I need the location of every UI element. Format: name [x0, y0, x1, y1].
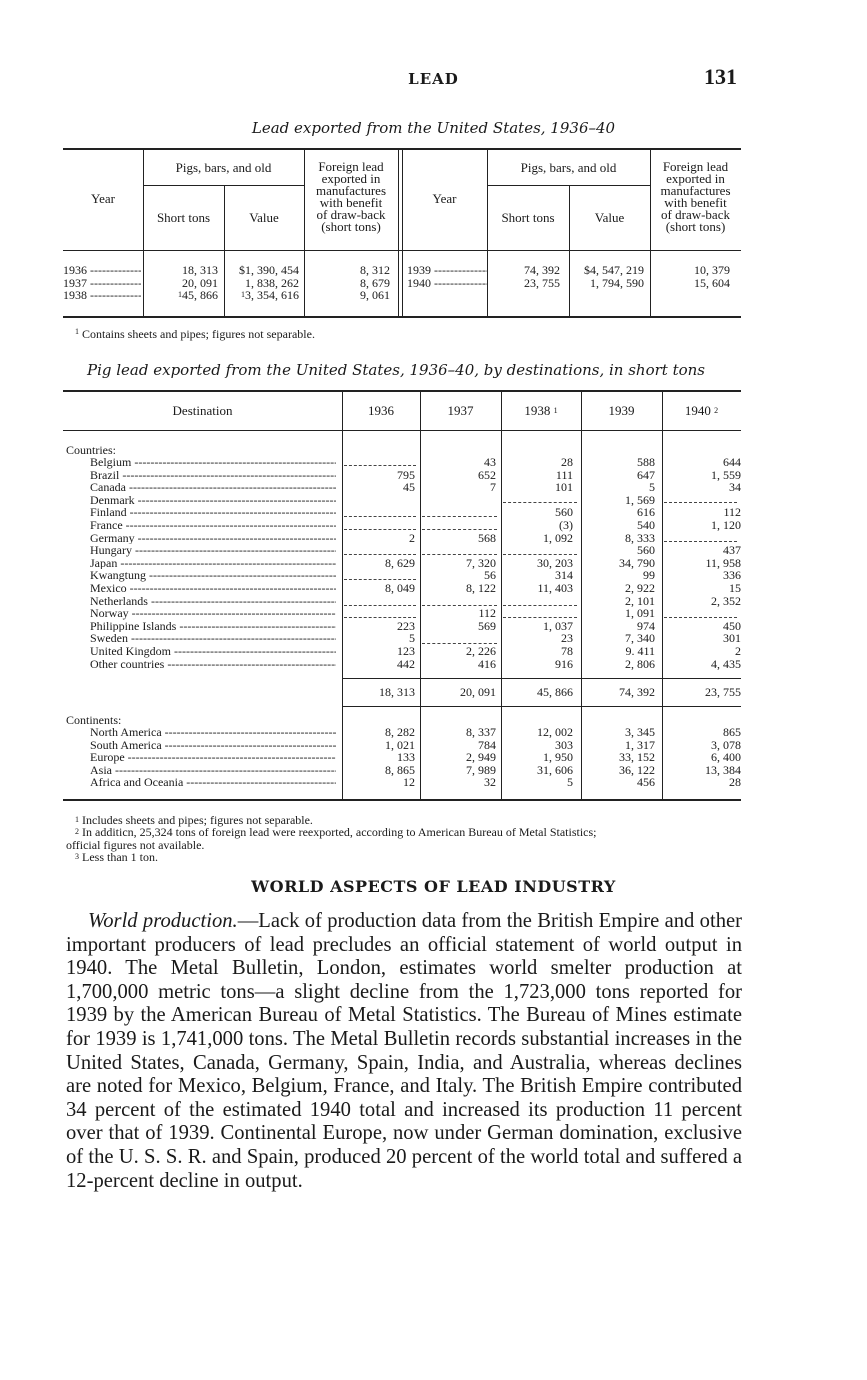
t2-1937-header: 1937 [447, 403, 474, 418]
row-label: Asia ----- [90, 764, 336, 777]
t2-footnote: $^1$ Includes sheets and pipes; figures not separable. [75, 813, 313, 827]
row-label: Finland ----- [90, 506, 336, 519]
t2-1939-header: 1939 [608, 403, 635, 418]
cell-1937: 43 [484, 455, 496, 469]
cell-1939: 974 [637, 618, 655, 633]
row-label: Mexico ----- [90, 582, 336, 595]
row-label: Denmark ----- [90, 494, 336, 507]
t1-footnote: $^1$ Contains sheets and pipes; figures not separable. [75, 327, 315, 341]
cell-1939: 8, 333 [625, 530, 655, 545]
row-label: Sweden ----- [90, 632, 336, 645]
cell-1940: 865 [723, 725, 741, 739]
cell-1940: 1, 559 [711, 467, 741, 482]
cell-1937: 7 [490, 480, 496, 495]
cell-1940: 34 [729, 480, 741, 495]
cell-1939: 1, 091 [625, 606, 655, 621]
body-paragraph [66, 910, 742, 1193]
t1-year-header-2: Year [432, 191, 457, 206]
paragraph-lead-in: World production. [88, 910, 238, 932]
t2-footnote: $^2$ In additicn, 25,324 tons of foreign lead were reexported, according to American Bureau of Metal Statistics; [75, 825, 597, 840]
cell-1939: 2, 922 [625, 580, 655, 595]
cell-1938: 28 [561, 455, 573, 469]
cell-1940: 11, 958 [705, 555, 741, 570]
row-label: Canada ----- [90, 481, 336, 494]
cell-1939: 1, 569 [625, 492, 655, 507]
cell-1938: 916 [555, 656, 573, 671]
table2-caption: Pig lead exported from the United States, 1936–40, by destinations, in short tons [87, 361, 705, 379]
cell-1938: 11, 403 [537, 580, 573, 595]
row-label: Africa and Oceania ----- [90, 776, 336, 789]
cell-1938: 1, 950 [543, 750, 573, 765]
cell-1940: 450 [723, 618, 741, 633]
cell-1937: 652 [478, 467, 496, 482]
t1-foreign-header-2: Foreign lead exported in manufactures with benefit of draw-back (short tons) [660, 159, 731, 234]
cell-1939: 540 [637, 517, 655, 532]
cell-1938: 78 [561, 643, 573, 658]
row-label: France ----- [90, 519, 336, 532]
cell-1936: 12 [403, 775, 415, 790]
country-row [90, 582, 741, 595]
t1-pigs-header: Pigs, bars, and old [175, 160, 272, 175]
cell-1938: 1, 037 [543, 618, 573, 633]
cell-1939: 588 [637, 455, 655, 469]
cell-1936: 8, 049 [385, 580, 415, 595]
cell-1940: 6, 400 [711, 750, 741, 765]
cell-1936: 223 [397, 618, 415, 633]
cell-1939: 3, 345 [625, 725, 655, 739]
cell-1939: 33, 152 [619, 750, 655, 765]
cell-1937: 56 [484, 568, 496, 583]
t1-year-header: Year [91, 191, 115, 206]
cell-1938: 12, 002 [537, 725, 573, 739]
cell-1936: 8, 629 [385, 555, 415, 570]
cell-1940: 301 [723, 631, 741, 646]
cell-1937: 2, 949 [466, 750, 496, 765]
row-label: Hungary ----- [90, 544, 336, 557]
cell-1940: 2 [735, 643, 741, 658]
cell-1939: 9. 411 [625, 643, 655, 658]
cell-1937: 7, 320 [466, 555, 496, 570]
row-label: North America ----- [90, 726, 336, 739]
cell-1937: 32 [484, 775, 496, 790]
cell-1938: 1, 092 [543, 530, 573, 545]
cell-1940: 437 [723, 543, 741, 558]
country-row [90, 544, 741, 557]
row-label: United Kingdom ----- [90, 645, 336, 658]
cell-1938: 560 [555, 505, 573, 520]
row-label: Other countries ----- [90, 658, 336, 671]
cell-1938: 30, 203 [537, 555, 573, 570]
cell-1937: 568 [478, 530, 496, 545]
continent-row [90, 751, 741, 764]
cell-1936: 1, 021 [385, 737, 415, 752]
cell-1940: 28 [729, 775, 741, 790]
table1-caption: Lead exported from the United States, 1936–40 [251, 119, 616, 137]
totals-row [90, 686, 741, 699]
t2-1940-header: 1940 $^2$ [684, 403, 719, 418]
country-row [90, 645, 741, 658]
row-label: Belgium ----- [90, 456, 336, 469]
page-number: 131 [704, 64, 737, 89]
country-row [90, 607, 741, 620]
cell-1940: 644 [723, 455, 741, 469]
cell-1938: 303 [555, 737, 573, 752]
cell-1939: 1, 317 [625, 737, 655, 752]
continent-row [90, 726, 741, 739]
t1-pigs-header-2: Pigs, bars, and old [520, 160, 617, 175]
cell-1937: 8, 337 [466, 725, 496, 739]
cell-1939: 5 [649, 480, 655, 495]
row-label: Germany ----- [90, 532, 336, 545]
total-1939: 74, 392 [619, 685, 655, 699]
cell-1937: 416 [478, 656, 496, 671]
t1-value-header: Value [249, 210, 279, 225]
continent-row [90, 776, 741, 789]
cell-1938: 111 [555, 467, 573, 482]
row-label: Norway ----- [90, 607, 336, 620]
t1-row: 1938 ----- $^1$45, 866 $^1$3, 354, 616 9, 061 [63, 289, 741, 302]
row-label: Europe ----- [90, 751, 336, 764]
total-1940: 23, 755 [705, 685, 741, 699]
continents-label: Continents: [66, 713, 122, 727]
row-label: Kwangtung ----- [90, 569, 336, 582]
row-label: Japan ----- [90, 557, 336, 570]
t1-value-header-2: Value [594, 210, 625, 225]
section-heading: WORLD ASPECTS OF LEAD INDUSTRY [251, 877, 616, 896]
cell-1937: 112 [478, 606, 496, 621]
running-head: LEAD [408, 70, 459, 88]
cell-1936: 8, 282 [385, 725, 415, 739]
row-label: Philippine Islands ----- [90, 620, 336, 633]
cell-1940: 3, 078 [711, 737, 741, 752]
t1-row: 1936 ----- 18, 313 $1, 390, 454 8, 312 1939 ----- 74, 392 $4, 547, 219 10, 379 [63, 264, 741, 277]
cell-1936: 795 [397, 467, 415, 482]
cell-1938: 314 [555, 568, 573, 583]
cell-1939: 36, 122 [619, 762, 655, 777]
total-1936: 18, 313 [379, 685, 415, 699]
t2-destination-header: Destination [172, 403, 233, 418]
cell-1936: 8, 865 [385, 762, 415, 777]
cell-1938: 5 [567, 775, 573, 790]
country-row [90, 519, 741, 532]
cell-1940: 13, 384 [705, 762, 741, 777]
country-row [90, 469, 741, 482]
cell-1939: 616 [637, 505, 655, 520]
country-row [90, 481, 741, 494]
cell-1939: 647 [637, 467, 655, 482]
t2-footnote: $^3$ Less than 1 ton. [75, 850, 158, 865]
t2-1936-header: 1936 [368, 403, 394, 418]
t2-footnote: official figures not available. [66, 837, 205, 852]
row-label: Netherlands ----- [90, 595, 336, 608]
cell-1937: 2, 226 [466, 643, 496, 658]
cell-1936: 442 [397, 656, 415, 671]
cell-1940: 1, 120 [711, 517, 741, 532]
cell-1939: 34, 790 [619, 555, 655, 570]
t1-foreign-header: Foreign lead exported in manufactures with benefit of draw-back (short tons) [315, 159, 387, 234]
total-1938: 45, 866 [537, 685, 573, 699]
cell-1940: 112 [723, 505, 741, 520]
cell-1939: 2, 806 [625, 656, 655, 671]
cell-1938: 31, 606 [537, 762, 573, 777]
cell-1939: 560 [637, 543, 655, 558]
t1-short-tons-header-2: Short tons [501, 210, 555, 225]
row-label: Brazil ----- [90, 469, 336, 482]
cell-1940: 336 [723, 568, 741, 583]
cell-1936: 5 [409, 631, 415, 646]
cell-1937: 569 [478, 618, 496, 633]
countries-label: Countries: [66, 443, 116, 457]
cell-1939: 7, 340 [625, 631, 655, 646]
t2-footnotes [66, 814, 756, 864]
cell-1936: 45 [403, 480, 415, 495]
cell-1938: 23 [561, 631, 573, 646]
cell-1939: 456 [637, 775, 655, 790]
t1-row: 1937 ----- 20, 091 1, 838, 262 8, 679 1940 ----- 23, 755 1, 794, 590 15, 604 [63, 277, 741, 290]
cell-1939: 99 [643, 568, 655, 583]
country-row [90, 456, 741, 469]
cell-1940: 4, 435 [711, 656, 741, 671]
cell-1938: (3) [559, 517, 573, 532]
cell-1937: 8, 122 [466, 580, 496, 595]
paragraph-text: —Lack of production data from the British Empire and other important producers of lead precludes an official statement of world output in 1940. The Metal Bulletin, London, estimates world smelter production at 1,700,000 metric tons—a slight decline from the 1,723,000 tons reported for 1939 by the American Bureau of Metal Statistics. The Bureau of Mines estimate for 1939 is 1,741,000 tons. The Metal Bulletin records substantial increases in the United States, Canada, Germany, Spain, India, and Australia, whereas declines are noted for Mexico, Belgium, France, and Italy. The British Empire contributed 34 percent of the estimated 1940 total and increased its production 11 percent over that of 1939. Continental Europe, now under German domination, exclusive of the U. S. S. R. and Spain, produced 20 percent of the world total and suffered a 12-percent decline in output. [66, 910, 742, 1192]
country-row [90, 658, 741, 671]
total-1937: 20, 091 [460, 685, 496, 699]
cell-1936: 123 [397, 643, 415, 658]
cell-1936: 133 [397, 750, 415, 765]
cell-1937: 7, 989 [466, 762, 496, 777]
cell-1940: 2, 352 [711, 593, 741, 608]
t2-1938-header: 1938 $^1$ [524, 403, 558, 418]
cell-1940: 15 [729, 580, 741, 595]
cell-1938: 101 [555, 480, 573, 495]
row-label: South America ----- [90, 739, 336, 752]
cell-1936: 2 [409, 530, 415, 545]
cell-1937: 784 [478, 737, 496, 752]
cell-1939: 2, 101 [625, 593, 655, 608]
t1-short-tons-header: Short tons [156, 210, 211, 225]
